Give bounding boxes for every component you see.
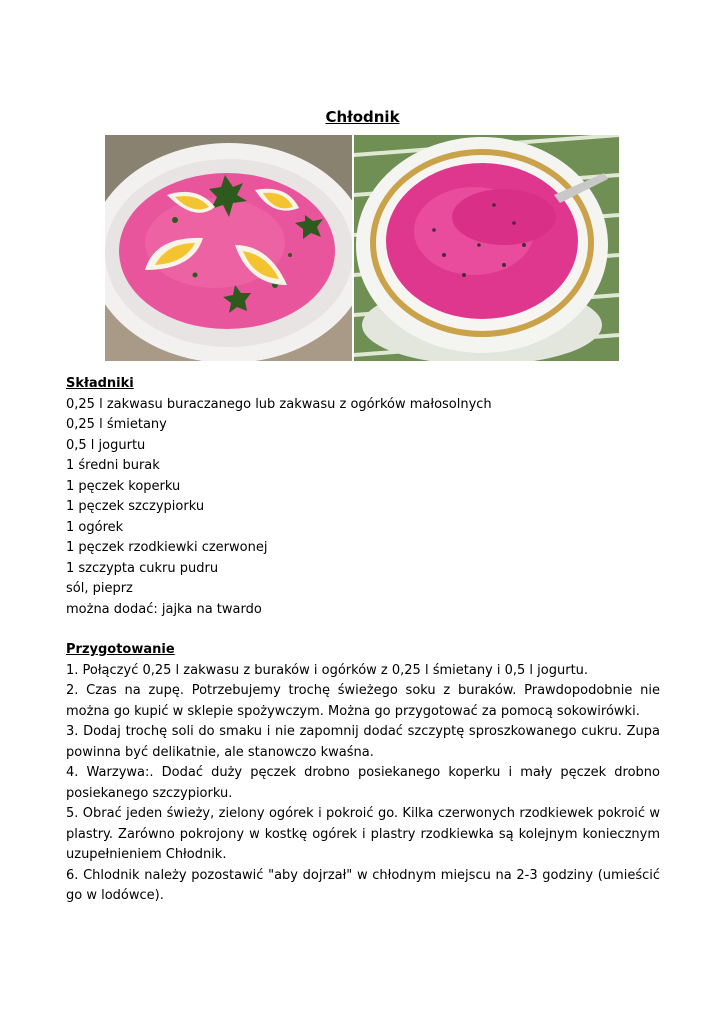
soup-plate-with-eggs-photo [105, 135, 352, 361]
ingredient-item: 0,25 l śmietany [66, 417, 167, 432]
ingredient-item: 0,25 l zakwasu buraczanego lub zakwasu z ogórków małosolnych [66, 396, 492, 412]
ingredient-item: 1 średni burak [66, 458, 160, 473]
preparation-step: 5. Obrać jeden świeży, zielony ogórek i pokroić go. Kilka czerwonych rzodkiewek pokroić w plastry. Zarówno pokrojony w kostkę ogórek i plastry rzodkiewka są kolejnym koniecznym uzupełnieniem Chłodnik. [66, 806, 660, 862]
section-spacer [66, 620, 660, 640]
ingredient-item: 1 pęczek szczypiorku [66, 499, 205, 514]
soup-photos [105, 135, 619, 361]
soup-bowl-with-spoon-photo [354, 135, 619, 361]
ingredients-heading: Składniki [66, 376, 134, 391]
ingredient-item: 1 szczypta cukru pudru [66, 560, 219, 576]
ingredient-item: 1 pęczek rzodkiewki czerwonej [66, 540, 268, 555]
recipe-content [66, 374, 660, 907]
ingredient-item: 1 pęczek koperku [66, 478, 181, 494]
page-title: Chłodnik [325, 108, 400, 126]
preparation-step: 4. Warzywa:. Dodać duży pęczek drobno posiekanego koperku i mały pęczek drobno posiekanego szczypiorku. [66, 765, 660, 801]
preparation-step: 1. Połączyć 0,25 l zakwasu z buraków i ogórków z 0,25 l śmietany i 0,5 l jogurtu. [66, 662, 589, 678]
ingredient-item: sól, pieprz [66, 581, 133, 596]
ingredient-item: 0,5 l jogurtu [66, 437, 146, 453]
preparation-heading: Przygotowanie [66, 642, 175, 657]
ingredient-item: 1 ogórek [66, 519, 124, 535]
preparation-step: 6. Chlodnik należy pozostawić "aby dojrzał" w chłodnym miejscu na 2-3 godziny (umieścić go w lodówce). [66, 867, 660, 903]
ingredient-item: można dodać: jajka na twardo [66, 601, 262, 617]
preparation-step: 3. Dodaj trochę soli do smaku i nie zapomnij dodać szczyptę sproszkowanego cukru. Zupa powinna być delikatnie, ale stanowczo kwaśna. [66, 724, 660, 760]
preparation-steps [66, 661, 660, 907]
ingredients-list [66, 395, 660, 621]
preparation-step: 2. Czas na zupę. Potrzebujemy trochę świeżego soku z buraków. Prawdopodobnie nie można go kupić w sklepie spożywczym. Można go przygotować za pomocą sokowirówki. [66, 683, 660, 719]
